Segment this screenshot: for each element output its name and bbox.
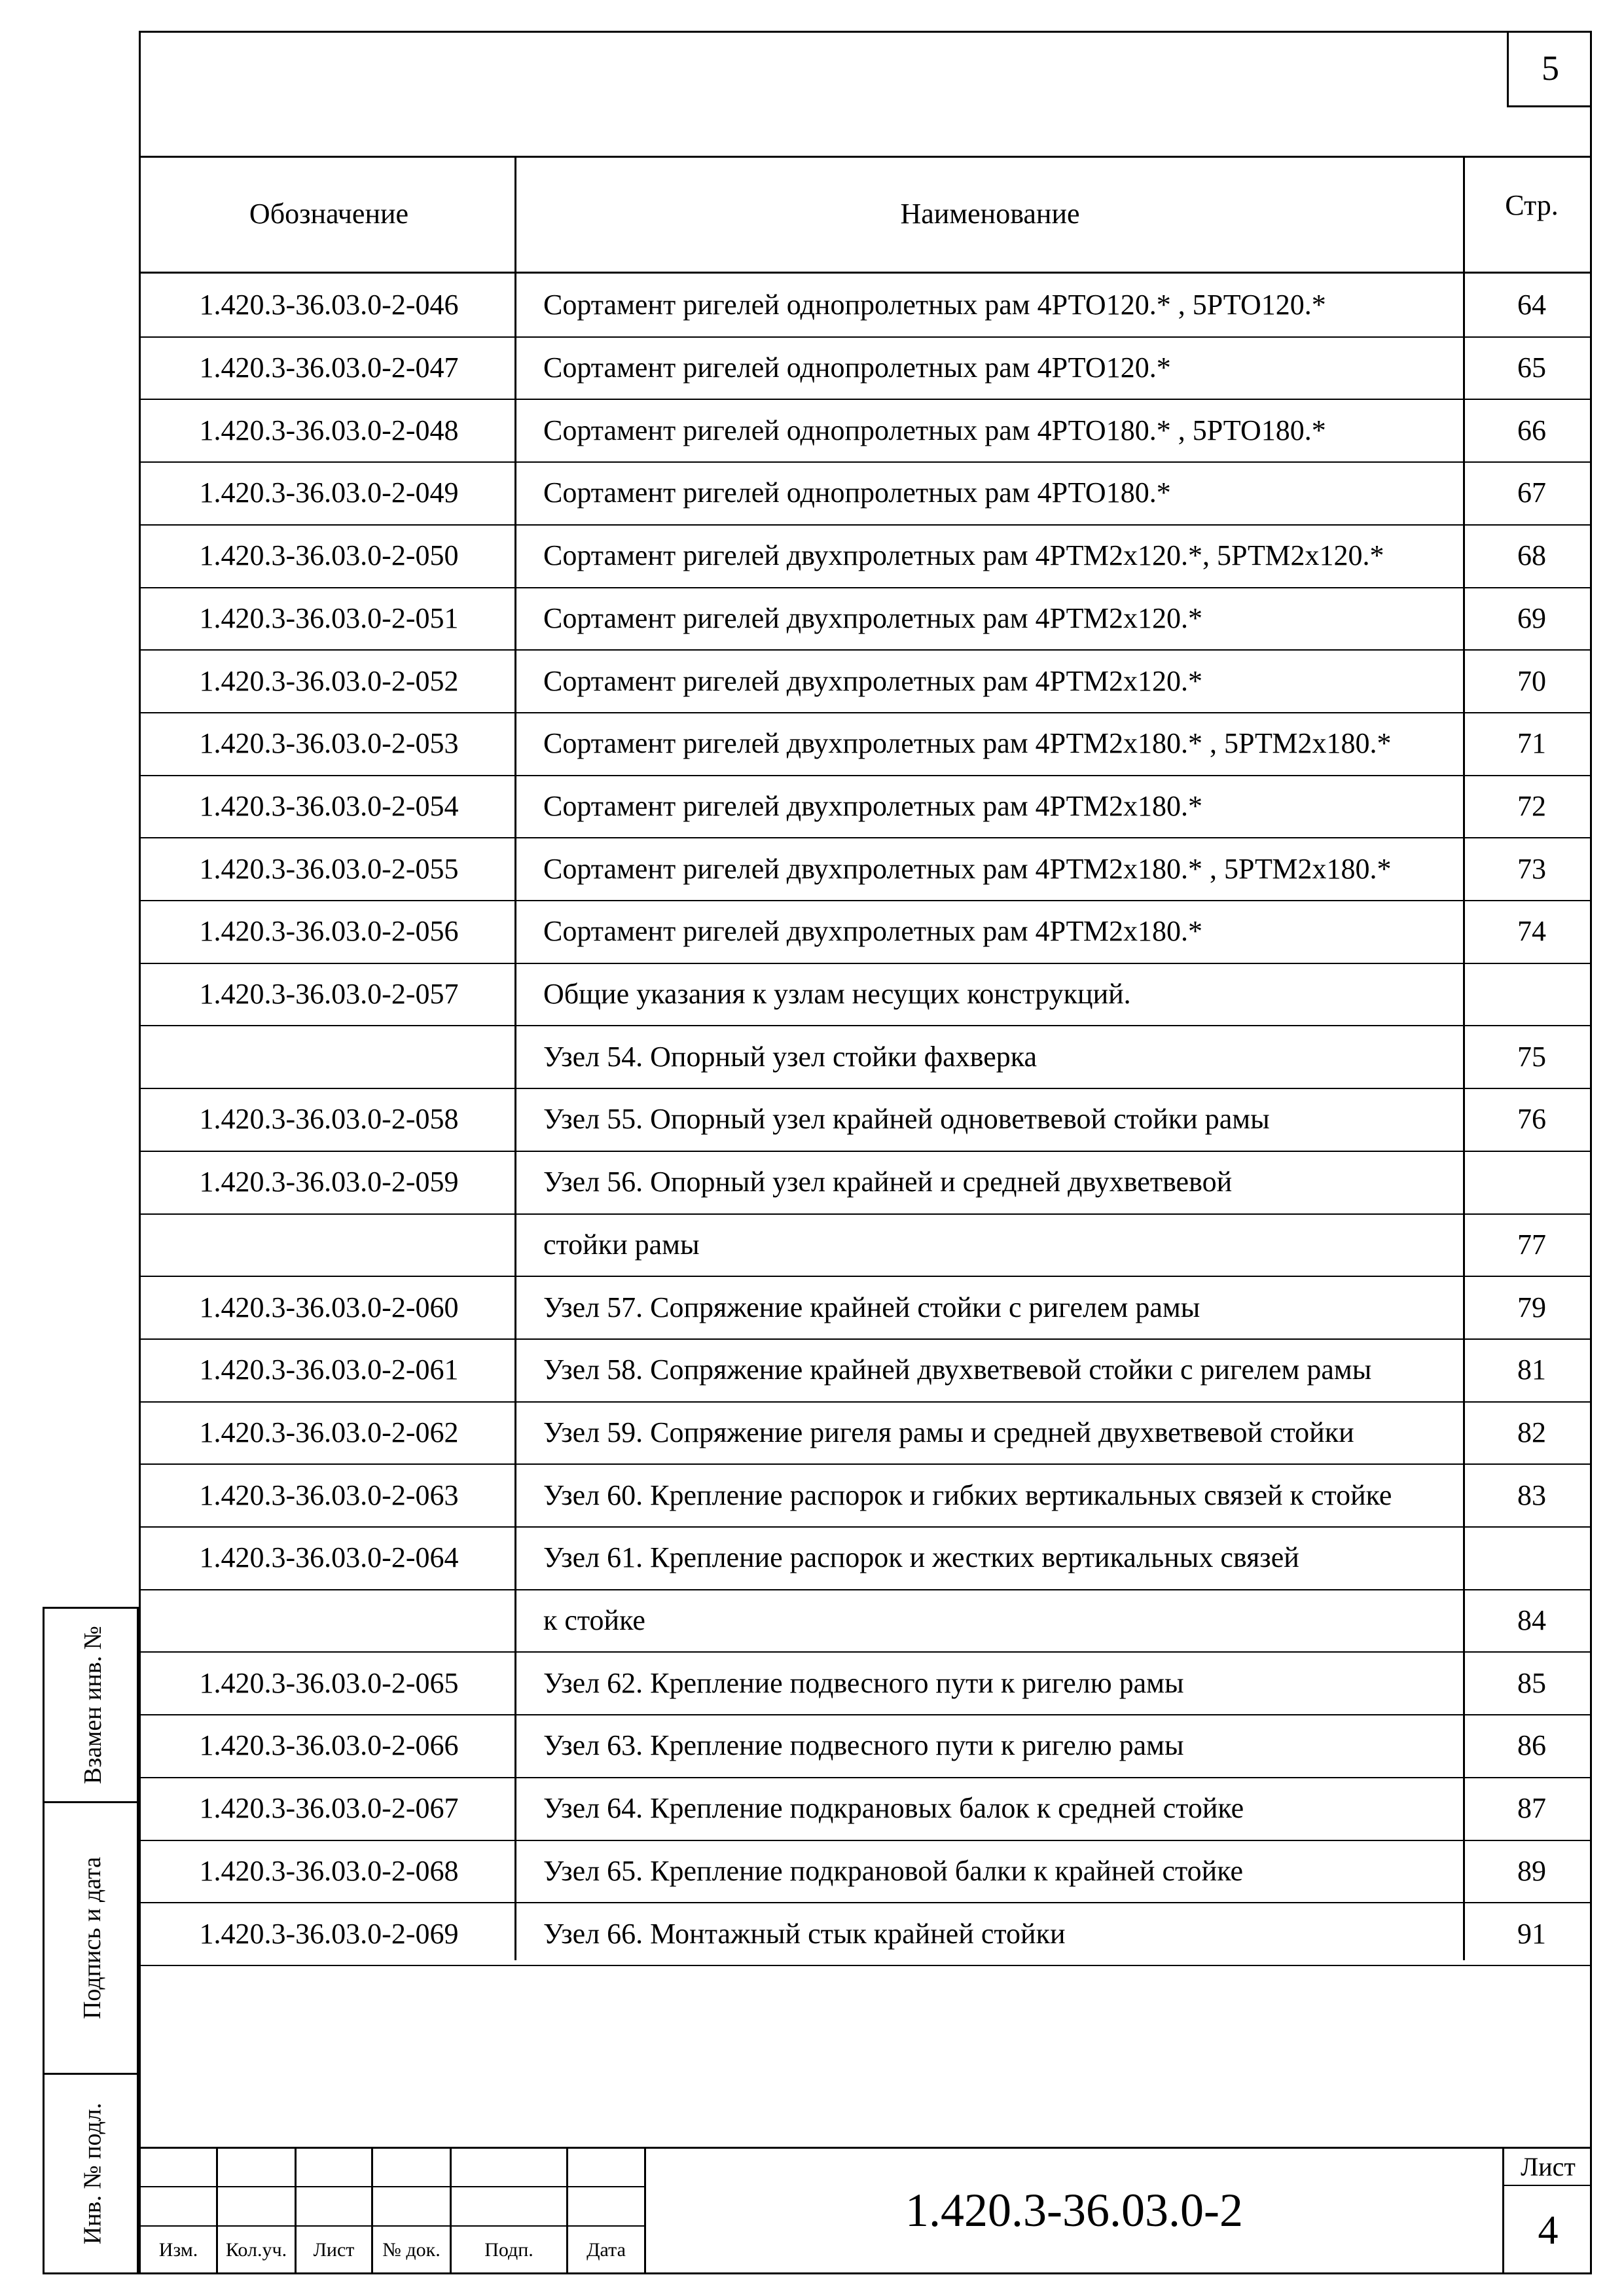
row-name: Узел 64. Крепление подкрановых балок к средней стойке (543, 1792, 1244, 1825)
row-name: Узел 55. Опорный узел крайней одноветвевой стойки рамы (543, 1103, 1270, 1136)
row-designation: 1.420.3-36.03.0-2-059 (199, 1166, 459, 1198)
row-page: 82 (1517, 1416, 1546, 1448)
row-designation: 1.420.3-36.03.0-2-057 (199, 978, 459, 1011)
row-name: Сортамент ригелей однопролетных рам 4РТО120.* (543, 351, 1171, 384)
row-page: 69 (1517, 601, 1546, 634)
header-page: Стр. (1505, 188, 1559, 221)
row-name: Узел 60. Крепление распорок и гибких вертикальных связей к стойке (543, 1479, 1392, 1511)
row-page: 75 (1517, 1040, 1546, 1073)
row-designation: 1.420.3-36.03.0-2-054 (199, 789, 459, 822)
row-designation: 1.420.3-36.03.0-2-052 (199, 664, 459, 697)
row-page: 70 (1517, 664, 1546, 697)
row-page (1473, 1526, 1591, 1589)
row-designation: 1.420.3-36.03.0-2-046 (199, 289, 459, 321)
row-page: 89 (1517, 1854, 1546, 1887)
tb-label-kol-uch: Кол.уч. (225, 2239, 287, 2261)
row-name: Сортамент ригелей однопролетных рам 4РТО180.* , 5РТО180.* (543, 414, 1326, 446)
row-name: Сортамент ригелей однопролетных рам 4РТО120.* , 5РТО120.* (543, 289, 1326, 321)
row-designation: 1.420.3-36.03.0-2-047 (199, 351, 459, 384)
row-designation: 1.420.3-36.03.0-2-051 (199, 601, 459, 634)
document-code: 1.420.3-36.03.0-2 (905, 2184, 1243, 2236)
row-page (1473, 963, 1591, 1026)
row-page: 79 (1517, 1291, 1546, 1323)
table-divider-2 (1463, 156, 1465, 1960)
row-designation: 1.420.3-36.03.0-2-066 (199, 1729, 459, 1762)
tb-label-izm: Изм. (158, 2239, 198, 2261)
row-page: 84 (1517, 1604, 1546, 1637)
row-designation: 1.420.3-36.03.0-2-053 (199, 727, 459, 760)
row-page: 86 (1517, 1729, 1546, 1762)
row-designation: 1.420.3-36.03.0-2-065 (199, 1666, 459, 1699)
row-name: Узел 66. Монтажный стык крайней стойки (543, 1917, 1066, 1950)
row-name: к стойке (543, 1604, 645, 1637)
row-page: 85 (1517, 1666, 1546, 1699)
tb-label-list: Лист (313, 2239, 355, 2261)
sheet-number: 4 (1538, 2208, 1559, 2253)
row-name: Узел 63. Крепление подвесного пути к ригелю рамы (543, 1729, 1184, 1762)
row-name: Сортамент ригелей двухпролетных рам 4РТМ2х180.* (543, 789, 1203, 822)
row-designation: 1.420.3-36.03.0-2-049 (199, 476, 459, 509)
row-designation: 1.420.3-36.03.0-2-048 (199, 414, 459, 446)
page-number-box (1507, 31, 1592, 107)
row-page: 83 (1517, 1479, 1546, 1511)
row-name: Узел 61. Крепление распорок и жестких вертикальных связей (543, 1541, 1299, 1574)
row-designation: 1.420.3-36.03.0-2-062 (199, 1416, 459, 1448)
row-name: Узел 54. Опорный узел стойки фахверка (543, 1040, 1037, 1073)
side-label-replaced-inv: Взамен инв. № (79, 1626, 107, 1784)
row-name: Узел 58. Сопряжение крайней двухветвевой стойки с ригелем рамы (543, 1354, 1372, 1386)
row-designation: 1.420.3-36.03.0-2-058 (199, 1103, 459, 1136)
row-designation (141, 1213, 517, 1276)
side-box-replaced-inv (43, 1607, 139, 1803)
row-designation: 1.420.3-36.03.0-2-056 (199, 915, 459, 948)
title-block-row-line-1 (139, 2186, 644, 2187)
row-designation (141, 1025, 517, 1088)
row-name: Узел 56. Опорный узел крайней и средней двухветвевой (543, 1166, 1233, 1198)
header-designation: Обозначение (249, 198, 409, 230)
side-box-inv-original (43, 2073, 139, 2274)
side-label-inv-original: Инв. № подл. (79, 2102, 107, 2245)
row-page: 68 (1517, 539, 1546, 572)
row-name: Сортамент ригелей двухпролетных рам 4РТМ2х180.* , 5РТМ2х180.* (543, 727, 1392, 760)
header-name: Наименование (900, 198, 1080, 230)
tb-label-data: Дата (586, 2239, 626, 2261)
row-page: 74 (1517, 915, 1546, 948)
row-name: Сортамент ригелей двухпролетных рам 4РТМ2х120.* (543, 664, 1203, 697)
row-designation: 1.420.3-36.03.0-2-064 (199, 1541, 459, 1574)
row-designation: 1.420.3-36.03.0-2-061 (199, 1354, 459, 1386)
row-page: 73 (1517, 852, 1546, 885)
page-number: 5 (1542, 48, 1559, 88)
row-page: 65 (1517, 351, 1546, 384)
row-name: Узел 57. Сопряжение крайней стойки с ригелем рамы (543, 1291, 1200, 1323)
row-designation: 1.420.3-36.03.0-2-055 (199, 852, 459, 885)
row-name: Общие указания к узлам несущих конструкций. (543, 978, 1131, 1011)
row-name: Сортамент ригелей двухпролетных рам 4РТМ2х120.*, 5РТМ2х120.* (543, 539, 1384, 572)
row-name: Узел 65. Крепление подкрановой балки к крайней стойке (543, 1854, 1243, 1887)
row-page: 91 (1517, 1917, 1546, 1950)
row-designation: 1.420.3-36.03.0-2-067 (199, 1792, 459, 1825)
row-page (1473, 1151, 1591, 1213)
row-page: 77 (1517, 1228, 1546, 1261)
row-page: 66 (1517, 414, 1546, 446)
row-designation (141, 1589, 517, 1652)
side-label-signature-date: Подпись и дата (79, 1856, 107, 2020)
row-page: 67 (1517, 476, 1546, 509)
row-page: 76 (1517, 1103, 1546, 1136)
row-page: 81 (1517, 1354, 1546, 1386)
row-designation: 1.420.3-36.03.0-2-050 (199, 539, 459, 572)
title-block-sheet-divider (1502, 2185, 1592, 2186)
sheet-label: Лист (1521, 2151, 1576, 2181)
row-page: 87 (1517, 1792, 1546, 1825)
row-designation: 1.420.3-36.03.0-2-068 (199, 1854, 459, 1887)
row-name: Сортамент ригелей двухпролетных рам 4РТМ2х180.* , 5РТМ2х180.* (543, 852, 1392, 885)
row-name: Сортамент ригелей однопролетных рам 4РТО180.* (543, 476, 1171, 509)
row-page: 64 (1517, 289, 1546, 321)
row-page: 72 (1517, 789, 1546, 822)
row-name: Сортамент ригелей двухпролетных рам 4РТМ2х120.* (543, 601, 1203, 634)
row-designation: 1.420.3-36.03.0-2-069 (199, 1917, 459, 1950)
row-designation: 1.420.3-36.03.0-2-060 (199, 1291, 459, 1323)
tb-label-podp: Подп. (484, 2239, 533, 2261)
row-designation: 1.420.3-36.03.0-2-063 (199, 1479, 459, 1511)
table-row-line (139, 1965, 1592, 1966)
tb-label-doc-no: № док. (382, 2239, 441, 2261)
row-page: 71 (1517, 727, 1546, 760)
row-name: Узел 59. Сопряжение ригеля рамы и средней двухветвевой стойки (543, 1416, 1354, 1448)
side-box-signature-date (43, 1801, 139, 2075)
row-name: Узел 62. Крепление подвесного пути к ригелю рамы (543, 1666, 1184, 1699)
title-block-row-line-2 (139, 2225, 644, 2227)
row-name: стойки рамы (543, 1228, 700, 1261)
row-name: Сортамент ригелей двухпролетных рам 4РТМ2х180.* (543, 915, 1203, 948)
